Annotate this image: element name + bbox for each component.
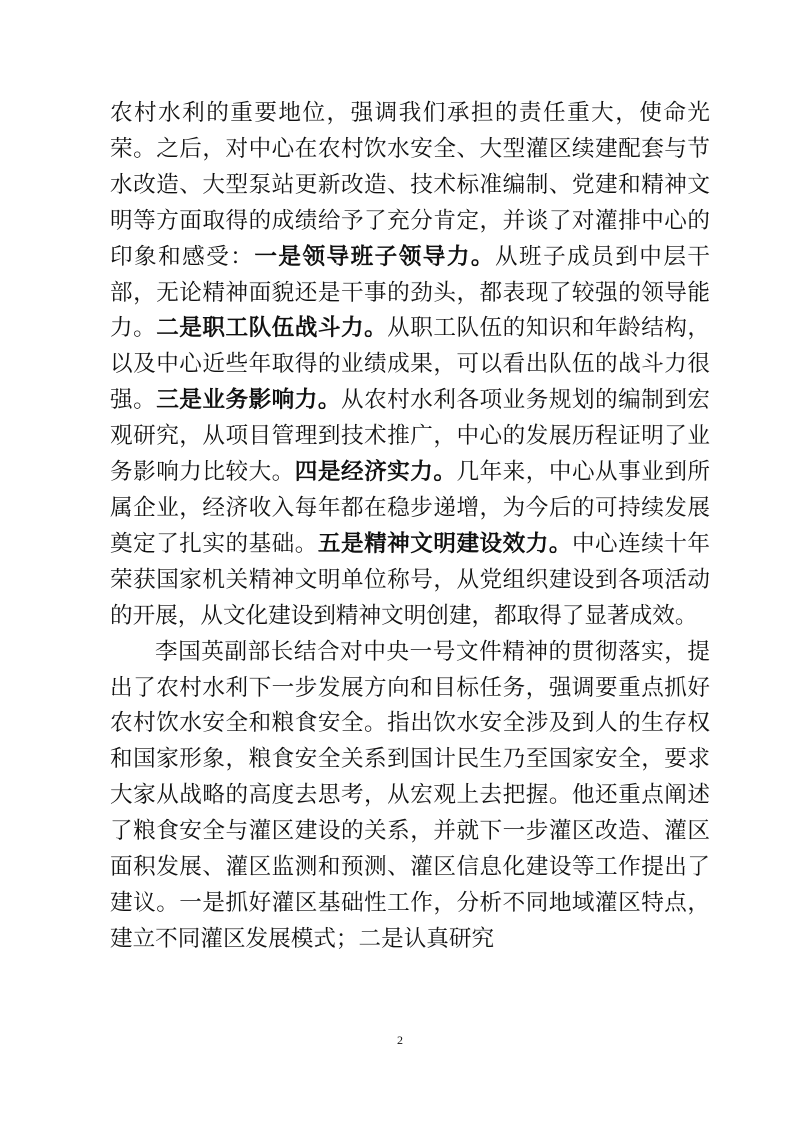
text-segment: 从农村水利各项业务规划的编制到宏观研究，从项目管理到技术推广，中心的发展历程证明了业务影响力比较大。	[110, 387, 711, 486]
bold-heading-workforce: 二是职工队伍战斗力。	[156, 315, 388, 342]
bold-heading-economy: 四是经济实力。	[294, 459, 457, 486]
text-segment: 几年来，中心从事业到所属企业，经济收入每年都在稳步递增，为今后的可持续发展奠定了扎实的基础。	[110, 459, 711, 557]
text-segment: 从班子成员到中层干部，无论精神面貌还是干事的劲头，都表现了较强的领导能力。	[110, 243, 711, 342]
text-segment: 农村水利的重要地位，强调我们承担的责任重大，使命光荣。之后，对中心在农村饮水安全、大型灌区续建配套与节水改造、大型泵站更新改造、技术标准编制、党建和精神文明等方面取得的成绩给予了充分肯定，并谈了对灌排中心的印象和感受：	[110, 100, 710, 270]
document-body	[110, 96, 710, 958]
bold-heading-leadership: 一是领导班子领导力。	[254, 243, 495, 270]
page-number: 2	[397, 1033, 403, 1047]
paragraph-1	[110, 96, 710, 635]
bold-heading-civilization: 五是精神文明建设效力。	[317, 530, 572, 557]
bold-heading-influence: 三是业务影响力。	[156, 387, 341, 414]
paragraph-2: 李国英副部长结合对中央一号文件精神的贯彻落实，提出了农村水利下一步发展方向和目标任务，强调要重点抓好农村饮水安全和粮食安全。指出饮水安全涉及到人的生存权和国家形象，粮食安全关系到国计民生乃至国家安全，要求大家从战略的高度去思考，从宏观上去把握。他还重点阐述了粮食安全与灌区建设的关系，并就下一步灌区改造、灌区面积发展、灌区监测和预测、灌区信息化建设等工作提出了建议。一是抓好灌区基础性工作，分析不同地域灌区特点，建立不同灌区发展模式；二是认真研究	[110, 638, 710, 952]
text-segment: 中心连续十年荣获国家机关精神文明单位称号，从党组织建设到各项活动的开展，从文化建设到精神文明创建，都取得了显著成效。	[110, 530, 711, 629]
text-segment: 从职工队伍的知识和年龄结构，以及中心近些年取得的业绩成果，可以看出队伍的战斗力很强。	[110, 315, 711, 414]
